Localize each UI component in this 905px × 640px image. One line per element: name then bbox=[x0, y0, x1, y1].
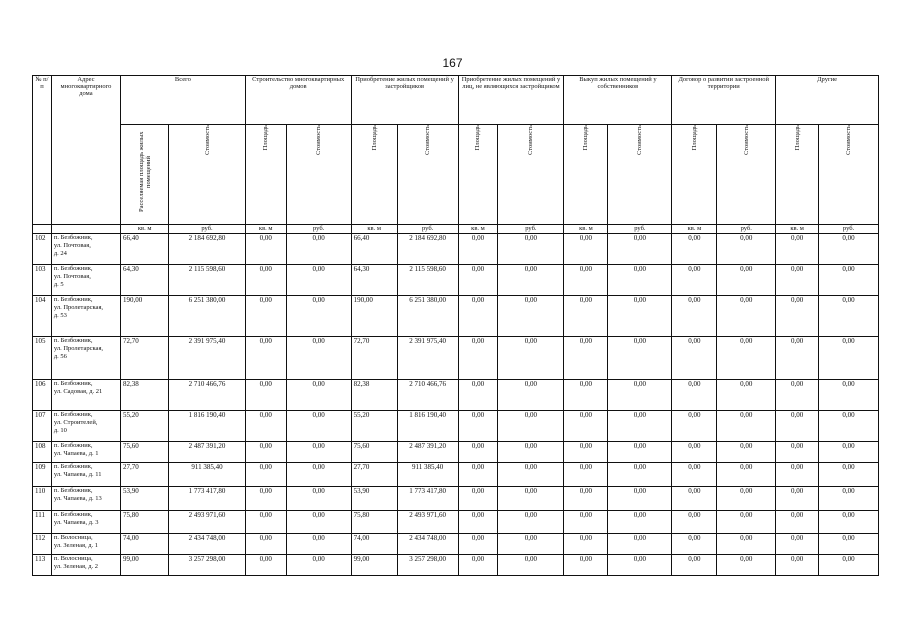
cell-cost: 0,00 bbox=[286, 511, 351, 534]
cell-area: 64,30 bbox=[121, 265, 169, 296]
cell-area: 75,60 bbox=[351, 442, 397, 463]
cell-cost: 2 487 391,20 bbox=[169, 442, 246, 463]
subheader-cost: Стоимость bbox=[424, 125, 432, 155]
cell-cost: 0,00 bbox=[498, 442, 564, 463]
address-line: д. 53 bbox=[53, 312, 67, 319]
cell-area: 0,00 bbox=[564, 296, 608, 337]
header-purchase-developers: Приобретение жилых помещений у застройщиков bbox=[351, 76, 458, 125]
cell-area: 0,00 bbox=[776, 534, 819, 555]
row-address bbox=[51, 296, 120, 337]
cell-cost: 0,00 bbox=[286, 463, 351, 487]
row-address bbox=[51, 234, 120, 265]
cell-area: 0,00 bbox=[564, 411, 608, 442]
address-line: ул. Садовая, д. 21 bbox=[53, 388, 103, 395]
cell-cost: 0,00 bbox=[717, 442, 776, 463]
subheader-cost: Стоимость bbox=[527, 125, 535, 155]
cell-cost: 1 816 190,40 bbox=[169, 411, 246, 442]
cell-cost: 2 391 975,40 bbox=[397, 337, 458, 380]
row-number: 110 bbox=[33, 487, 52, 511]
row-number: 103 bbox=[33, 265, 52, 296]
header-address: Адрес многоквартирного дома bbox=[51, 76, 120, 225]
cell-cost: 0,00 bbox=[717, 296, 776, 337]
cell-cost: 0,00 bbox=[717, 265, 776, 296]
cell-area: 0,00 bbox=[776, 337, 819, 380]
cell-area: 27,70 bbox=[121, 463, 169, 487]
cell-cost: 2 115 598,60 bbox=[397, 265, 458, 296]
subheader-area: Площадь bbox=[582, 125, 590, 151]
row-number: 108 bbox=[33, 442, 52, 463]
cell-area: 0,00 bbox=[458, 380, 498, 411]
address-line: п. Безбожник, bbox=[53, 234, 93, 241]
address-line: д. 24 bbox=[53, 250, 67, 257]
cell-cost: 911 385,40 bbox=[169, 463, 246, 487]
cell-cost: 0,00 bbox=[819, 234, 879, 265]
table-row bbox=[33, 487, 879, 511]
cell-area: 0,00 bbox=[458, 296, 498, 337]
cell-cost: 0,00 bbox=[819, 442, 879, 463]
cell-area: 0,00 bbox=[564, 265, 608, 296]
subheader-area: Площадь bbox=[370, 125, 378, 151]
unit-cost: руб. bbox=[169, 225, 246, 234]
cell-area: 0,00 bbox=[458, 337, 498, 380]
cell-cost: 0,00 bbox=[498, 463, 564, 487]
cell-cost: 0,00 bbox=[608, 296, 672, 337]
row-number: 111 bbox=[33, 511, 52, 534]
cell-cost: 0,00 bbox=[717, 234, 776, 265]
address-line: п. Безбожник, bbox=[53, 380, 93, 387]
cell-cost: 0,00 bbox=[608, 463, 672, 487]
row-address bbox=[51, 337, 120, 380]
cell-cost: 0,00 bbox=[717, 380, 776, 411]
cell-cost: 0,00 bbox=[286, 380, 351, 411]
cell-area: 0,00 bbox=[672, 296, 717, 337]
cell-area: 0,00 bbox=[458, 511, 498, 534]
cell-cost: 2 391 975,40 bbox=[169, 337, 246, 380]
cell-cost: 0,00 bbox=[608, 380, 672, 411]
cell-area: 0,00 bbox=[245, 234, 286, 265]
cell-cost: 1 773 417,80 bbox=[397, 487, 458, 511]
cell-area: 0,00 bbox=[245, 511, 286, 534]
subheader-cost: Стоимость bbox=[742, 125, 750, 155]
resettlement-table bbox=[32, 75, 879, 576]
address-line: д. 5 bbox=[53, 281, 64, 288]
cell-area: 27,70 bbox=[351, 463, 397, 487]
unit-area: кв. м bbox=[121, 225, 169, 234]
cell-cost: 2 493 971,60 bbox=[397, 511, 458, 534]
cell-cost: 0,00 bbox=[717, 337, 776, 380]
address-line: ул. Строителей, bbox=[53, 419, 98, 426]
cell-area: 55,20 bbox=[121, 411, 169, 442]
header-total: Всего bbox=[121, 76, 246, 125]
cell-cost: 0,00 bbox=[819, 337, 879, 380]
cell-cost: 2 493 971,60 bbox=[169, 511, 246, 534]
address-line: ул. Почтовая, bbox=[53, 273, 91, 280]
cell-area: 0,00 bbox=[564, 555, 608, 576]
cell-area: 72,70 bbox=[351, 337, 397, 380]
cell-area: 53,90 bbox=[121, 487, 169, 511]
cell-cost: 0,00 bbox=[819, 534, 879, 555]
cell-area: 0,00 bbox=[458, 442, 498, 463]
cell-cost: 0,00 bbox=[819, 411, 879, 442]
cell-area: 75,80 bbox=[351, 511, 397, 534]
unit-area: кв. м bbox=[672, 225, 717, 234]
cell-cost: 0,00 bbox=[498, 555, 564, 576]
cell-area: 53,90 bbox=[351, 487, 397, 511]
row-number: 107 bbox=[33, 411, 52, 442]
cell-cost: 0,00 bbox=[286, 234, 351, 265]
cell-area: 0,00 bbox=[458, 487, 498, 511]
table-row bbox=[33, 380, 879, 411]
cell-cost: 2 184 692,80 bbox=[169, 234, 246, 265]
cell-area: 0,00 bbox=[672, 555, 717, 576]
cell-area: 0,00 bbox=[458, 234, 498, 265]
cell-area: 0,00 bbox=[564, 234, 608, 265]
cell-cost: 0,00 bbox=[286, 296, 351, 337]
cell-cost: 0,00 bbox=[608, 534, 672, 555]
cell-area: 0,00 bbox=[672, 463, 717, 487]
subheader-resettled-area: Расселяемая площадь жилых помещений bbox=[137, 131, 152, 213]
subheader-cost: Стоимость bbox=[636, 125, 644, 155]
row-address bbox=[51, 534, 120, 555]
row-number: 106 bbox=[33, 380, 52, 411]
cell-area: 0,00 bbox=[776, 265, 819, 296]
address-line: ул. Чапаева, д. 11 bbox=[53, 471, 102, 478]
cell-area: 64,30 bbox=[351, 265, 397, 296]
cell-area: 0,00 bbox=[564, 337, 608, 380]
cell-cost: 0,00 bbox=[819, 265, 879, 296]
cell-cost: 0,00 bbox=[819, 380, 879, 411]
subheader-area: Площадь bbox=[690, 125, 698, 151]
cell-cost: 0,00 bbox=[608, 337, 672, 380]
subheader-cost: Стоимость bbox=[315, 125, 323, 155]
cell-area: 0,00 bbox=[672, 411, 717, 442]
cell-area: 0,00 bbox=[245, 380, 286, 411]
cell-cost: 0,00 bbox=[286, 555, 351, 576]
table-body bbox=[33, 234, 879, 576]
address-line: ул. Почтовая, bbox=[53, 242, 91, 249]
cell-cost: 0,00 bbox=[608, 487, 672, 511]
unit-cost: руб. bbox=[819, 225, 879, 234]
cell-cost: 0,00 bbox=[819, 555, 879, 576]
unit-cost: руб. bbox=[717, 225, 776, 234]
table-row bbox=[33, 534, 879, 555]
cell-area: 190,00 bbox=[351, 296, 397, 337]
header-num: № п/п bbox=[33, 76, 52, 225]
cell-area: 0,00 bbox=[245, 555, 286, 576]
cell-cost: 0,00 bbox=[498, 534, 564, 555]
cell-cost: 0,00 bbox=[286, 487, 351, 511]
cell-area: 0,00 bbox=[672, 534, 717, 555]
cell-area: 0,00 bbox=[564, 442, 608, 463]
cell-cost: 1 816 190,40 bbox=[397, 411, 458, 442]
cell-area: 0,00 bbox=[458, 265, 498, 296]
cell-area: 0,00 bbox=[672, 511, 717, 534]
cell-cost: 2 710 466,76 bbox=[169, 380, 246, 411]
address-line: п. Безбожник, bbox=[53, 265, 93, 272]
cell-area: 82,38 bbox=[351, 380, 397, 411]
address-line: ул. Зеленая, д. 1 bbox=[53, 542, 98, 549]
row-number: 104 bbox=[33, 296, 52, 337]
cell-cost: 0,00 bbox=[608, 442, 672, 463]
cell-area: 55,20 bbox=[351, 411, 397, 442]
table-row bbox=[33, 265, 879, 296]
address-line: ул. Чапаева, д. 3 bbox=[53, 519, 99, 526]
address-line: п. Безбожник, bbox=[53, 411, 93, 418]
cell-area: 0,00 bbox=[776, 380, 819, 411]
cell-area: 0,00 bbox=[245, 265, 286, 296]
subheader-area: Площадь bbox=[474, 125, 482, 151]
cell-cost: 0,00 bbox=[286, 337, 351, 380]
row-address bbox=[51, 487, 120, 511]
table-row bbox=[33, 442, 879, 463]
cell-area: 0,00 bbox=[245, 296, 286, 337]
cell-cost: 0,00 bbox=[608, 511, 672, 534]
address-line: п. Волосница, bbox=[53, 534, 93, 541]
cell-area: 82,38 bbox=[121, 380, 169, 411]
cell-cost: 3 257 298,00 bbox=[169, 555, 246, 576]
cell-cost: 2 434 748,00 bbox=[169, 534, 246, 555]
cell-area: 0,00 bbox=[672, 442, 717, 463]
address-line: п. Безбожник, bbox=[53, 442, 93, 449]
cell-area: 0,00 bbox=[245, 487, 286, 511]
header-construction: Строительство многоквартирных домов bbox=[245, 76, 351, 125]
cell-cost: 0,00 bbox=[717, 487, 776, 511]
address-line: п. Безбожник, bbox=[53, 511, 93, 518]
cell-cost: 0,00 bbox=[717, 463, 776, 487]
cell-area: 75,60 bbox=[121, 442, 169, 463]
cell-area: 0,00 bbox=[245, 337, 286, 380]
cell-area: 0,00 bbox=[245, 411, 286, 442]
cell-cost: 0,00 bbox=[286, 411, 351, 442]
cell-area: 0,00 bbox=[458, 463, 498, 487]
cell-cost: 2 184 692,80 bbox=[397, 234, 458, 265]
address-line: ул. Пролетарская, bbox=[53, 304, 104, 311]
unit-cost: руб. bbox=[498, 225, 564, 234]
cell-cost: 1 773 417,80 bbox=[169, 487, 246, 511]
cell-area: 0,00 bbox=[672, 337, 717, 380]
unit-row bbox=[33, 225, 879, 234]
cell-area: 74,00 bbox=[121, 534, 169, 555]
page-number: 167 bbox=[442, 56, 463, 70]
subheader-cost: Стоимость bbox=[845, 125, 853, 155]
address-line: д. 56 bbox=[53, 353, 67, 360]
row-number: 113 bbox=[33, 555, 52, 576]
address-line: п. Безбожник, bbox=[53, 487, 93, 494]
table-row bbox=[33, 296, 879, 337]
cell-cost: 911 385,40 bbox=[397, 463, 458, 487]
cell-cost: 0,00 bbox=[608, 411, 672, 442]
header-buyout: Выкуп жилых помещений у собственников bbox=[564, 76, 672, 125]
cell-area: 0,00 bbox=[458, 555, 498, 576]
row-address bbox=[51, 380, 120, 411]
cell-area: 99,00 bbox=[121, 555, 169, 576]
cell-cost: 2 434 748,00 bbox=[397, 534, 458, 555]
subheader-area: Площадь bbox=[793, 125, 801, 151]
cell-cost: 6 251 380,00 bbox=[169, 296, 246, 337]
cell-area: 0,00 bbox=[564, 534, 608, 555]
header-other: Другие bbox=[776, 76, 879, 125]
cell-area: 74,00 bbox=[351, 534, 397, 555]
group-header-row bbox=[33, 76, 879, 125]
table-row bbox=[33, 337, 879, 380]
row-number: 109 bbox=[33, 463, 52, 487]
cell-cost: 3 257 298,00 bbox=[397, 555, 458, 576]
row-address bbox=[51, 442, 120, 463]
cell-area: 0,00 bbox=[776, 555, 819, 576]
table-row bbox=[33, 511, 879, 534]
cell-cost: 0,00 bbox=[608, 555, 672, 576]
cell-cost: 2 710 466,76 bbox=[397, 380, 458, 411]
cell-area: 0,00 bbox=[564, 380, 608, 411]
cell-area: 0,00 bbox=[672, 380, 717, 411]
cell-area: 0,00 bbox=[776, 487, 819, 511]
header-purchase-non-developers: Приобретение жилых помещений у лиц, не являющихся застройщиком bbox=[458, 76, 564, 125]
sub-header-row bbox=[33, 125, 879, 225]
unit-area: кв. м bbox=[776, 225, 819, 234]
cell-cost: 0,00 bbox=[498, 511, 564, 534]
cell-cost: 0,00 bbox=[498, 296, 564, 337]
table-row bbox=[33, 234, 879, 265]
address-line: п. Безбожник, bbox=[53, 463, 93, 470]
cell-area: 0,00 bbox=[776, 296, 819, 337]
cell-area: 0,00 bbox=[245, 463, 286, 487]
cell-cost: 0,00 bbox=[286, 265, 351, 296]
address-line: д. 10 bbox=[53, 427, 67, 434]
cell-cost: 0,00 bbox=[819, 487, 879, 511]
row-number: 112 bbox=[33, 534, 52, 555]
cell-cost: 0,00 bbox=[498, 411, 564, 442]
address-line: ул. Зеленая, д. 2 bbox=[53, 563, 98, 570]
cell-cost: 0,00 bbox=[608, 265, 672, 296]
table-row bbox=[33, 555, 879, 576]
cell-area: 66,40 bbox=[351, 234, 397, 265]
cell-cost: 0,00 bbox=[819, 463, 879, 487]
cell-cost: 0,00 bbox=[498, 337, 564, 380]
cell-cost: 0,00 bbox=[498, 487, 564, 511]
subheader-area: Площадь bbox=[262, 125, 270, 151]
cell-cost: 0,00 bbox=[608, 234, 672, 265]
cell-area: 0,00 bbox=[245, 442, 286, 463]
unit-cost: руб. bbox=[286, 225, 351, 234]
address-line: п. Безбожник, bbox=[53, 337, 93, 344]
unit-cost: руб. bbox=[608, 225, 672, 234]
row-address bbox=[51, 463, 120, 487]
cell-area: 66,40 bbox=[121, 234, 169, 265]
unit-area: кв. м bbox=[351, 225, 397, 234]
cell-area: 0,00 bbox=[776, 463, 819, 487]
cell-cost: 0,00 bbox=[717, 555, 776, 576]
cell-area: 0,00 bbox=[672, 234, 717, 265]
cell-cost: 0,00 bbox=[498, 380, 564, 411]
row-number: 105 bbox=[33, 337, 52, 380]
row-number: 102 bbox=[33, 234, 52, 265]
unit-area: кв. м bbox=[458, 225, 498, 234]
cell-area: 0,00 bbox=[776, 442, 819, 463]
cell-cost: 2 487 391,20 bbox=[397, 442, 458, 463]
row-address bbox=[51, 265, 120, 296]
header-development-contract: Договор о развитии застроенной территории bbox=[672, 76, 776, 125]
cell-cost: 0,00 bbox=[819, 296, 879, 337]
cell-cost: 0,00 bbox=[717, 534, 776, 555]
cell-cost: 0,00 bbox=[717, 511, 776, 534]
address-line: п. Волосница, bbox=[53, 555, 93, 562]
cell-area: 0,00 bbox=[672, 265, 717, 296]
cell-area: 0,00 bbox=[564, 511, 608, 534]
row-address bbox=[51, 555, 120, 576]
cell-area: 99,00 bbox=[351, 555, 397, 576]
cell-area: 0,00 bbox=[458, 411, 498, 442]
unit-area: кв. м bbox=[245, 225, 286, 234]
cell-cost: 0,00 bbox=[498, 265, 564, 296]
cell-cost: 0,00 bbox=[717, 411, 776, 442]
address-line: ул. Чапаева, д. 13 bbox=[53, 495, 102, 502]
row-address bbox=[51, 511, 120, 534]
cell-area: 0,00 bbox=[564, 487, 608, 511]
cell-area: 0,00 bbox=[776, 411, 819, 442]
cell-area: 190,00 bbox=[121, 296, 169, 337]
unit-cost: руб. bbox=[397, 225, 458, 234]
address-line: ул. Чапаева, д. 1 bbox=[53, 450, 99, 457]
table-row bbox=[33, 411, 879, 442]
row-address bbox=[51, 411, 120, 442]
cell-area: 0,00 bbox=[672, 487, 717, 511]
subheader-cost: Стоимость bbox=[203, 125, 211, 155]
cell-area: 0,00 bbox=[458, 534, 498, 555]
cell-area: 75,80 bbox=[121, 511, 169, 534]
unit-area: кв. м bbox=[564, 225, 608, 234]
address-line: п. Безбожник, bbox=[53, 296, 93, 303]
address-line: ул. Пролетарская, bbox=[53, 345, 104, 352]
cell-cost: 2 115 598,60 bbox=[169, 265, 246, 296]
cell-cost: 6 251 380,00 bbox=[397, 296, 458, 337]
cell-area: 0,00 bbox=[245, 534, 286, 555]
cell-cost: 0,00 bbox=[498, 234, 564, 265]
table-row bbox=[33, 463, 879, 487]
cell-cost: 0,00 bbox=[286, 442, 351, 463]
cell-cost: 0,00 bbox=[286, 534, 351, 555]
cell-area: 0,00 bbox=[564, 463, 608, 487]
cell-area: 72,70 bbox=[121, 337, 169, 380]
cell-cost: 0,00 bbox=[819, 511, 879, 534]
cell-area: 0,00 bbox=[776, 234, 819, 265]
cell-area: 0,00 bbox=[776, 511, 819, 534]
